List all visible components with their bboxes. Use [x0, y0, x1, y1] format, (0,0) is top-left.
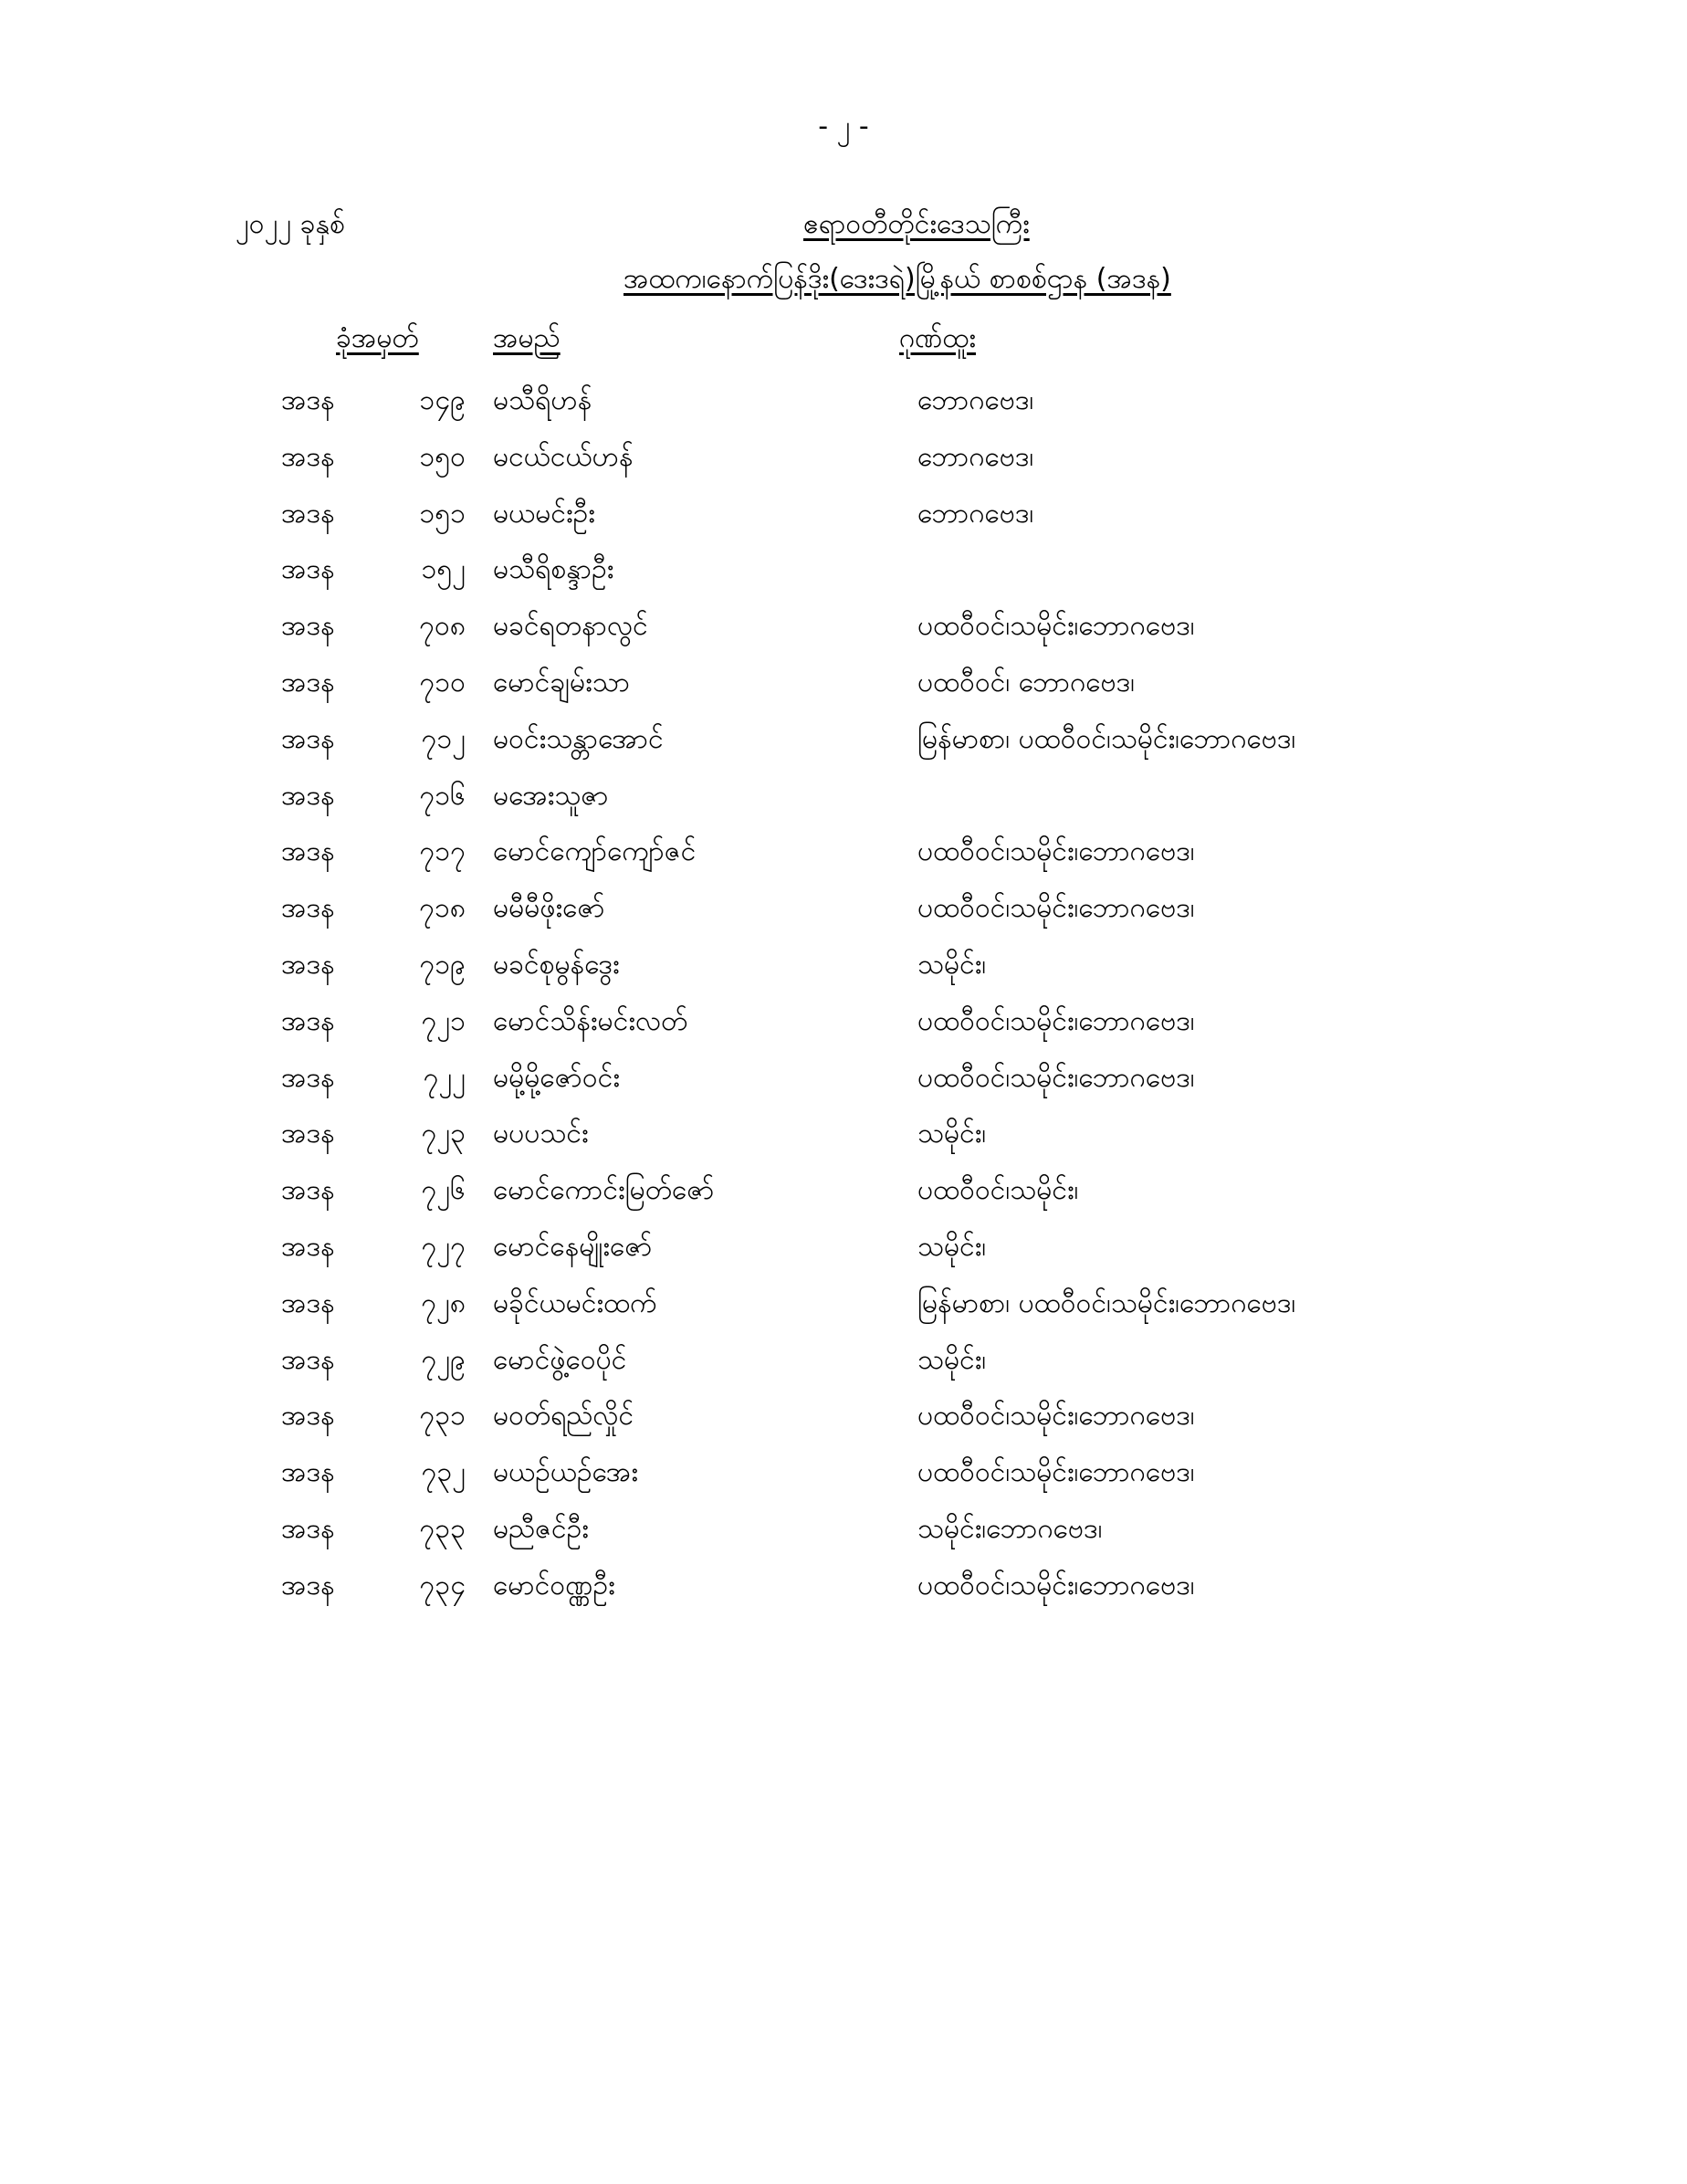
student-name: မခင်စုမွန်ဒွေး	[493, 948, 620, 981]
roll-number: ၇၂၂	[423, 1061, 466, 1094]
roll-number: ၇၁၆	[419, 779, 466, 812]
distinction-subjects: ဘောဂဗေဒ၊	[917, 497, 1034, 530]
table-row	[0, 939, 1687, 995]
distinction-subjects: ပထဝီဝင်၊သမိုင်း၊ဘောဂဗေဒ၊	[917, 1569, 1195, 1601]
student-name: မယမင်းဦး	[493, 497, 595, 530]
distinction-subjects: မြန်မာစာ၊ ပထဝီဝင်၊သမိုင်း၊ဘောဂဗေဒ၊	[917, 722, 1296, 755]
distinction-subjects: သမိုင်း၊	[917, 1343, 987, 1376]
student-name: မယဉ်ယဉ်အေး	[493, 1456, 638, 1489]
roll-prefix: အဒန	[281, 892, 335, 925]
table-row	[0, 1559, 1687, 1616]
student-name: မပပသင်း	[493, 1118, 589, 1150]
roll-prefix: အဒန	[281, 1174, 335, 1207]
table-row	[0, 1221, 1687, 1277]
header-name: အမည်	[493, 322, 561, 354]
student-name: မဝင်းသန္တာအောင်	[493, 722, 664, 755]
roll-number: ၁၄၉	[419, 384, 466, 416]
roll-prefix: အဒန	[281, 1400, 335, 1433]
roll-number: ၇၁၇	[419, 835, 466, 868]
roll-prefix: အဒန	[281, 1569, 335, 1601]
roll-number: ၇၂၈	[421, 1286, 466, 1319]
roll-prefix: အဒန	[281, 497, 335, 530]
header-distinction: ဂုဏ်ထူး	[899, 322, 976, 354]
table-row	[0, 1446, 1687, 1503]
roll-prefix: အဒန	[281, 1512, 335, 1545]
table-header	[0, 320, 1687, 360]
exam-year: ၂၀၂၂ ခုနှစ်	[236, 208, 345, 240]
roll-prefix: အဒန	[281, 948, 335, 981]
roll-number: ၁၅၁	[419, 497, 466, 530]
distinction-subjects: ပထဝီဝင်၊သမိုင်း၊ဘောဂဗေဒ၊	[917, 1400, 1195, 1433]
table-row	[0, 1277, 1687, 1334]
table-row	[0, 600, 1687, 656]
roll-prefix: အဒန	[281, 1343, 335, 1376]
distinction-subjects: ပထဝီဝင်၊သမိုင်း၊ဘောဂဗေဒ၊	[917, 1061, 1195, 1094]
student-name: မခိုင်ယမင်းထက်	[493, 1286, 657, 1319]
table-row	[0, 1503, 1687, 1559]
table-row	[0, 1108, 1687, 1164]
distinction-subjects: ဘောဂဗေဒ၊	[917, 440, 1034, 473]
student-name: မောင်ကျော်ကျော်ဇင်	[493, 835, 697, 868]
distinction-subjects: ပထဝီဝင်၊သမိုင်း၊ဘောဂဗေဒ၊	[917, 892, 1195, 925]
table-row	[0, 1334, 1687, 1391]
table-row	[0, 770, 1687, 826]
distinction-subjects: သမိုင်း၊	[917, 1118, 987, 1150]
roll-prefix: အဒန	[281, 722, 335, 755]
roll-number: ၇၀၈	[419, 610, 466, 643]
student-name: မောင်ကောင်းမြတ်ဇော်	[493, 1174, 715, 1207]
distinction-subjects: သမိုင်း၊	[917, 1230, 987, 1263]
roll-number: ၇၃၁	[419, 1400, 466, 1433]
table-row	[0, 1390, 1687, 1446]
table-row	[0, 656, 1687, 713]
distinction-subjects: မြန်မာစာ၊ ပထဝီဝင်၊သမိုင်း၊ဘောဂဗေဒ၊	[917, 1286, 1296, 1319]
roll-prefix: အဒန	[281, 835, 335, 868]
roll-number: ၇၃၃	[419, 1512, 466, 1545]
roll-number: ၇၃၂	[421, 1456, 466, 1489]
roll-prefix: အဒန	[281, 384, 335, 416]
roll-number: ၇၂၁	[421, 1004, 466, 1037]
distinction-subjects: ပထဝီဝင်၊ ဘောဂဗေဒ၊	[917, 666, 1136, 698]
student-name: မောင်ဖွဲ့ဝေပိုင်	[493, 1343, 627, 1376]
roll-prefix: အဒန	[281, 610, 335, 643]
student-name: မသီရိစန္ဒာဦး	[493, 553, 614, 586]
roll-number: ၇၁၂	[421, 722, 466, 755]
distinction-subjects: သမိုင်း၊	[917, 948, 987, 981]
region-title: ဧရာဝတီတိုင်းဒေသကြီး	[803, 208, 1030, 240]
exam-center-title: အထက၊နောက်ပြန်ဒိုး(ဒေးဒရဲ)မြို့နယ် စာစစ်ဌာန (အဒန)	[623, 263, 1171, 295]
distinction-subjects: ပထဝီဝင်၊သမိုင်း၊ဘောဂဗေဒ၊	[917, 1004, 1195, 1037]
student-name: မမို့မို့ဇော်ဝင်း	[493, 1061, 620, 1094]
table-row	[0, 1164, 1687, 1221]
roll-number: ၁၅၀	[419, 440, 466, 473]
student-name: မဝတ်ရည်လှိုင်	[493, 1400, 634, 1433]
student-name: မောင်နေမျိုးဇော်	[493, 1230, 653, 1263]
table-row	[0, 543, 1687, 600]
distinction-subjects: သမိုင်း၊ဘောဂဗေဒ၊	[917, 1512, 1103, 1545]
results-list	[0, 374, 1687, 1616]
roll-number: ၇၂၉	[421, 1343, 466, 1376]
table-row	[0, 431, 1687, 488]
roll-number: ၇၂၇	[421, 1230, 466, 1263]
student-name: မသီရိဟန်	[493, 384, 592, 416]
student-name: မငယ်ငယ်ဟန်	[493, 440, 634, 473]
distinction-subjects: ပထဝီဝင်၊သမိုင်း၊	[917, 1174, 1079, 1207]
distinction-subjects: ပထဝီဝင်၊သမိုင်း၊ဘောဂဗေဒ၊	[917, 835, 1195, 868]
table-row	[0, 374, 1687, 431]
roll-prefix: အဒန	[281, 779, 335, 812]
roll-number: ၇၂၃	[421, 1118, 466, 1150]
roll-number: ၇၁၉	[419, 948, 466, 981]
roll-prefix: အဒန	[281, 553, 335, 586]
student-name: မောင်ချမ်းသာ	[493, 666, 631, 698]
roll-prefix: အဒန	[281, 1456, 335, 1489]
roll-prefix: အဒန	[281, 1004, 335, 1037]
student-name: မခင်ရတနာလွင်	[493, 610, 648, 643]
student-name: မအေးသူဇာ	[493, 779, 609, 812]
student-name: မောင်သိန်းမင်းလတ်	[493, 1004, 688, 1037]
roll-number: ၇၂၆	[421, 1174, 466, 1207]
page-number: - ၂ -	[818, 110, 869, 142]
roll-number: ၇၃၄	[419, 1569, 466, 1601]
roll-prefix: အဒန	[281, 1061, 335, 1094]
student-name: မမီမီဖိုးဇော်	[493, 892, 605, 925]
roll-prefix: အဒန	[281, 1230, 335, 1263]
student-name: မောင်ဝဏ္ဏဦး	[493, 1569, 615, 1601]
roll-prefix: အဒန	[281, 666, 335, 698]
roll-prefix: အဒန	[281, 1286, 335, 1319]
roll-prefix: အဒန	[281, 440, 335, 473]
table-row	[0, 488, 1687, 544]
student-name: မညီဇင်ဦး	[493, 1512, 589, 1545]
distinction-subjects: ပထဝီဝင်၊သမိုင်း၊ဘောဂဗေဒ၊	[917, 610, 1195, 643]
table-row	[0, 995, 1687, 1052]
roll-number: ၁၅၂	[421, 553, 466, 586]
roll-number: ၇၁၀	[419, 666, 466, 698]
table-row	[0, 825, 1687, 882]
table-row	[0, 1052, 1687, 1108]
header-roll-number: ခုံအမှတ်	[336, 322, 419, 354]
table-row	[0, 713, 1687, 770]
table-row	[0, 882, 1687, 939]
distinction-subjects: ဘောဂဗေဒ၊	[917, 384, 1034, 416]
roll-number: ၇၁၈	[419, 892, 466, 925]
distinction-subjects: ပထဝီဝင်၊သမိုင်း၊ဘောဂဗေဒ၊	[917, 1456, 1195, 1489]
roll-prefix: အဒန	[281, 1118, 335, 1150]
